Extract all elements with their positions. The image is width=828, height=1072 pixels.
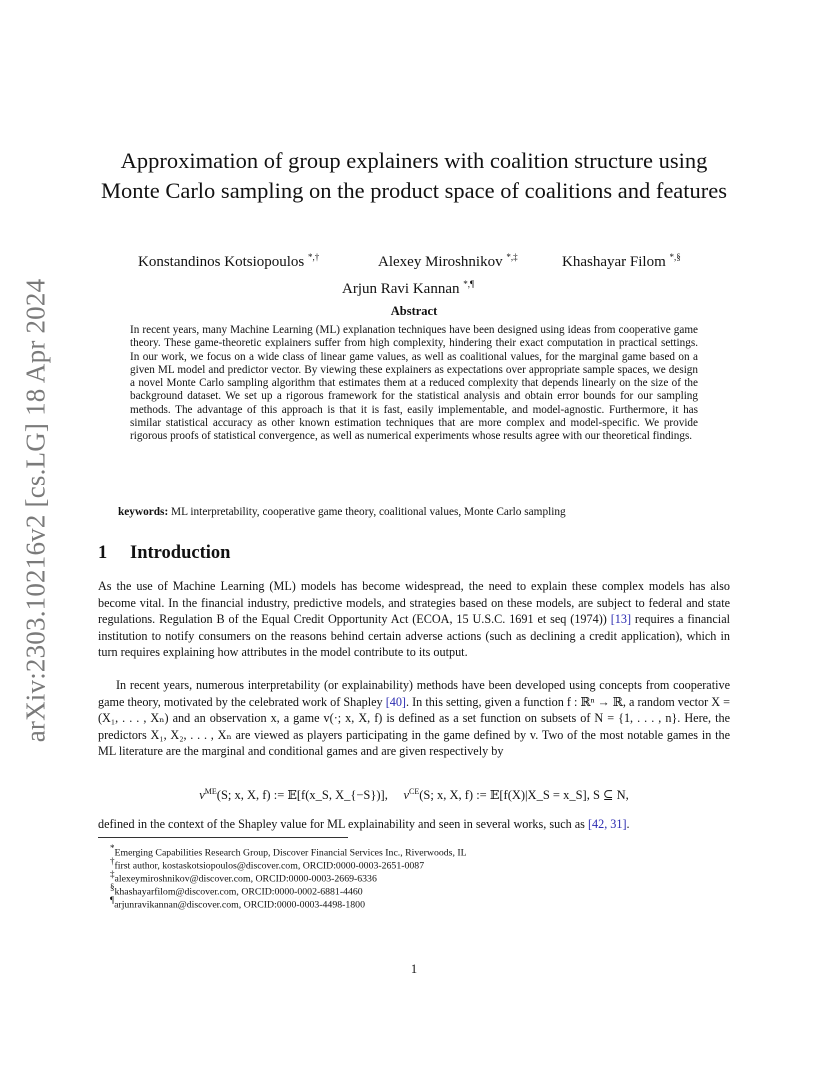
author-name: Khashayar Filom (562, 254, 666, 270)
footnote-mark: ‡ (110, 869, 115, 879)
footnote-5 (110, 895, 365, 910)
author-marks: *,¶ (463, 279, 475, 289)
author-marks: *,† (308, 252, 320, 262)
footnote-mark: ¶ (110, 895, 115, 905)
paragraph-text: . In this setting, given a function f : ℝⁿ → ℝ, a random vector X = (X₁, . . . , Xₙ) and an observation x, a game v(·; x, X, f) is defined as a set function on subsets of N = {1, . . . , n}. Here, the predictors X₁, X₂, . . . , Xₙ are viewed as players participating in the game defined by v. Two of the most notable games in the ML literature are the marginal and conditional games and are given respectively by (98, 694, 730, 758)
arxiv-side-identifier (10, 278, 62, 742)
footnote-text: Emerging Capabilities Research Group, Discover Financial Services Inc., Riverwoods, IL (114, 847, 467, 859)
paragraph-text: As the use of Machine Learning (ML) models has become widespread, the need to explain these complex models has also become vital. In the financial industry, predictive models, and strategies based on these models, are subject to federal and state regulations. Regulation B of the Equal Credit Opportunity Act (ECOA, 15 U.S.C. 1691 et seq (1974)) (98, 579, 730, 626)
author-kannan (342, 279, 474, 298)
author-kotsiopoulos (138, 252, 319, 271)
conditional-game-formula: (S; x, X, f) := 𝔼[f(X)|X_S = x_S], S ⊆ N, (419, 788, 629, 803)
keywords-text: ML interpretability, cooperative game theory, coalitional values, Monte Carlo sampling (171, 506, 566, 518)
footnote-text: arjunravikannan@discover.com, ORCID:0000-0003-4498-1800 (114, 899, 365, 911)
author-name: Arjun Ravi Kannan (342, 281, 460, 297)
abstract-text: In recent years, many Machine Learning (ML) explanation techniques have been designed using ideas from cooperative game theory. These game-theoretic explainers suffer from high complexity, hindering their exact computation in practical settings. In our work, we focus on a wide class of linear game values, as well as coalitional values, for the marginal game based on a given ML model and predictor vector. By viewing these explainers as expectations over appropriate sample spaces, we design a novel Monte Carlo sampling algorithm that estimates them at a reduced complexity that depends linearly on the size of the background dataset. We set up a rigorous framework for the statistical analysis and obtain error bounds for our sampling methods. The advantage of this approach is that it is fast, easily implementable, and model-agnostic. Furthermore, it has similar statistical accuracy as other known estimation techniques that are more complex and model-specific. We provide rigorous proofs of statistical convergence, as well as numerical experiments whose results agree with our theoretical findings. (130, 324, 698, 443)
author-filom (562, 252, 681, 271)
author-miroshnikov (378, 252, 518, 271)
author-name: Alexey Miroshnikov (378, 254, 503, 270)
section-heading (98, 543, 230, 564)
intro-paragraph-2 (98, 677, 730, 760)
paragraph-text: . (626, 817, 630, 831)
citation-link[interactable]: [42, 31] (587, 817, 627, 831)
footnote-text: alexeymiroshnikov@discover.com, ORCID:0000-0003-2669-6336 (114, 873, 377, 885)
games-equation: $v^{ME}(S$; x, X, f) := 𝔼[f(x_S, X_{−S})], $v^{CE}(S$; x, X, f) := 𝔼[f(X)|X_S = x_S], S ⊆ N, (199, 787, 629, 803)
marginal-game-formula: (S; x, X, f) := 𝔼[f(x_S, X_{−S})], (216, 788, 388, 803)
footnote-mark: § (110, 882, 115, 892)
section-number: 1 (98, 543, 108, 563)
footnote-divider (98, 837, 348, 838)
keywords-label: keywords: (118, 506, 169, 518)
intro-paragraph-1 (98, 578, 730, 661)
abstract-heading: Abstract (390, 304, 438, 318)
author-name: Konstandinos Kotsiopoulos (138, 254, 305, 270)
paragraph-text: defined in the context of the Shapley value for ML explainability and seen in several works, such as (98, 817, 588, 831)
footnote-mark: * (110, 843, 115, 853)
post-equation-text (98, 817, 630, 832)
footnote-text: khashayarfilom@discover.com, ORCID:0000-0002-6881-4460 (114, 886, 363, 898)
arxiv-id-text: arXiv:2303.10216v2 [cs.LG] 18 Apr 2024 (20, 278, 51, 742)
ce-superscript: CE (409, 787, 420, 796)
section-title: Introduction (130, 543, 231, 563)
author-marks: *,‡ (506, 252, 518, 262)
author-marks: *,§ (669, 252, 681, 262)
footnote-text: first author, kostaskotsiopoulos@discover.com, ORCID:0000-0003-2651-0087 (114, 860, 425, 872)
page-number: 1 (410, 962, 418, 976)
paragraph-text: requires a financial institution to notify consumers on the reasons behind certain adverse actions (such as declining a credit application), which in turn requires explaining how attributes in the model contribute to its output. (98, 612, 730, 659)
citation-link[interactable]: [13] (610, 612, 632, 626)
footnote-mark: † (110, 856, 115, 866)
paragraph-text: In recent years, numerous interpretability (or explainability) methods have been developed using concepts from cooperative game theory, motivated by the celebrated work of Shapley (98, 678, 730, 709)
keywords-line (118, 506, 566, 518)
me-superscript: ME (204, 787, 217, 796)
paper-title: Approximation of group explainers with coalition structure using Monte Carlo sampling on the product space of coalitions and features (100, 148, 728, 203)
citation-link[interactable]: [40] (385, 694, 406, 709)
